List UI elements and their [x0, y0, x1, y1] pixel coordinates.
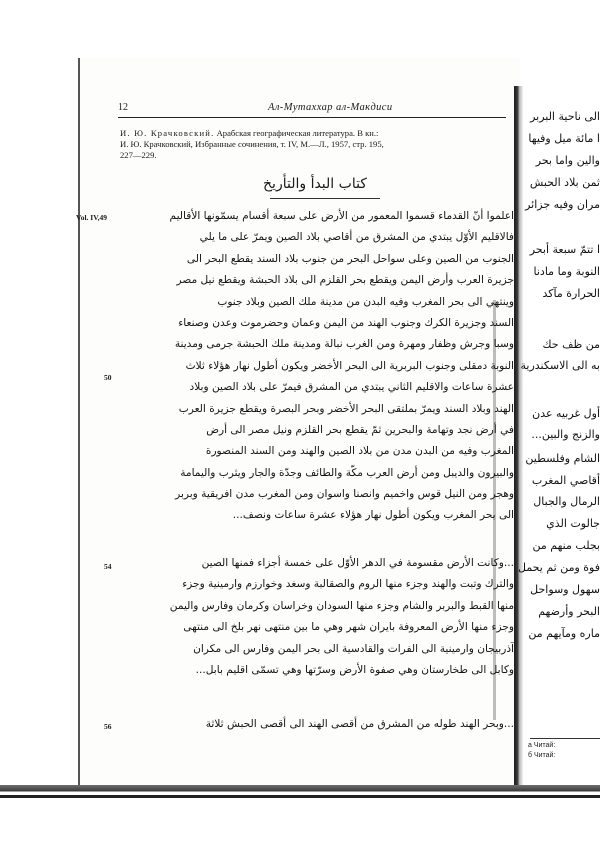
arabic-book-title: كتاب البدأ والتأريخ — [263, 176, 367, 192]
adjacent-line: سهول وسواحل — [530, 583, 600, 596]
adjacent-line: من ظف حك — [542, 338, 600, 351]
bibliographic-reference — [120, 128, 516, 162]
adjacent-line: فوة ومن ثم يحمل — [517, 561, 600, 574]
arabic-paragraph-3 — [106, 714, 514, 735]
adjacent-line: والين واما بحر — [535, 154, 600, 167]
line-number-54: 54 — [104, 562, 112, 571]
text-line: وهجر ومن النيل قوس واخميم وانصنا واسوان ومن المغرب مدن افريقية وبربر — [175, 488, 514, 501]
adjacent-line: ا تتمّ سبعة أبحر — [529, 243, 600, 256]
reference-author: И. Ю. Крачковский. — [120, 128, 215, 138]
line-number-50: 50 — [104, 373, 112, 382]
adjacent-line: النوبة وما مادنا — [533, 265, 600, 278]
footnote-rule — [530, 738, 600, 739]
text-line: وسبا وجرش وظفار ومهرة ومن الغرب نبالة ومدينة ملك الحبشة جرمى ومدينة — [174, 338, 514, 351]
adjacent-line: مران وفيه جزائر — [525, 198, 600, 211]
title-underline — [270, 198, 380, 199]
adjacent-line: جالوت الذي — [546, 517, 600, 530]
text-line: وكابل الى طخارستان وهي صفوة الأرض وسرّتها وهي تسمّى اقليم بابل... — [195, 663, 514, 676]
text-line: والبيرون والديبل ومن أرض العرب مكّة والطائف وجدّة والجار ويثرب واليمامة — [180, 466, 514, 479]
text-line: المغرب وفيه من البدن مدن من بلاد الصين والهند ومن السند المنصورة — [205, 445, 514, 458]
adjacent-line: أول غربيه عدن — [532, 407, 600, 420]
text-line: النوبة دمقلى وجنوب البربرية الى البحر الأخضر ويكون أطول نهار هؤلاء ثلاث — [185, 359, 514, 372]
arabic-paragraph-2 — [106, 553, 514, 681]
adjacent-line: والزنج والبين... — [531, 428, 600, 441]
adjacent-line: ا مائة ميل وفيها — [528, 132, 600, 145]
adjacent-line: الى ناحية البربر — [530, 110, 600, 123]
adjacent-line: ماره ومآيهم من — [528, 627, 600, 640]
line-number-56: 56 — [104, 722, 112, 731]
volume-reference: Vol. IV,49 — [76, 213, 108, 222]
book-spine-shadow — [514, 86, 523, 786]
text-line: السند وجزيرة الكرك وجنوب الهند من اليمن وعمان وحضرموت وعدن وصنعاء — [178, 316, 514, 329]
text-line: في أرض نجد وتهامة والبحرين ثمّ يقطع بحر القلزم ونيل مصر الى أرض — [206, 423, 514, 436]
text-line: عشرة ساعات والاقليم الثاني يبتدي من المشرق فيمرّ على بلاد الصين وبلاد — [189, 381, 514, 394]
text-line: الى بحر المغرب ويكون أطول نهار هؤلاء عشرة ساعات ونصف... — [232, 509, 514, 522]
header-rule — [118, 117, 506, 118]
reference-title: Арабская географическая литература. В кн.: — [216, 128, 379, 138]
reference-line-3: 227—229. — [120, 150, 157, 161]
arabic-paragraph-1 — [106, 206, 514, 527]
text-line: آذربيجان وارمينية الى الفرات والقادسية الى بحر اليمن وفارس الى مكران — [193, 642, 514, 655]
adjacent-line: الشام وفلسطين — [525, 452, 600, 465]
page-header — [118, 102, 518, 120]
adjacent-line: الحرارة مآكد — [542, 287, 600, 300]
text-line: والترك وتبت والهند وجزء منها الروم والصقالبة وسغد وخوارزم وارمينية وجزء — [182, 578, 514, 591]
adjacent-line: الرمال والجبال — [533, 495, 600, 508]
text-line: اعلموا أنّ القدماء قسموا المعمور من الأرض على سبعة أقسام يسمّونها الأقاليم — [169, 210, 514, 222]
text-line: الهند وبلاد السند ويمرّ بملتقى البحر الأخضر وبحر البصرة ويقطع جزيرة العرب — [178, 402, 514, 415]
text-line: فالاقليم الأوّل يبتدي من المشرق من أقاصي بلاد الصين ويمرّ على ما يلي — [199, 231, 514, 244]
page-number: 12 — [118, 102, 128, 113]
reference-line-1 — [120, 128, 516, 139]
text-line: جزيرة العرب وأرض اليمن ويقطع بحر القلزم الى بلاد الحبشة ويقطع نيل مصر — [176, 274, 514, 287]
adjacent-line: به الى الاسكندرية — [520, 359, 600, 372]
page-bottom-edge — [0, 795, 600, 798]
page-left-edge — [78, 58, 80, 800]
adjacent-line: ثمن بلاد الحبش — [529, 176, 600, 189]
blank-top-area — [0, 0, 600, 55]
adjacent-line: البحر وأرضهم — [538, 605, 600, 618]
reference-line-2: И. Ю. Крачковский, Избранные сочинения, т. IV, М.—Л., 1957, стр. 195, — [120, 139, 384, 150]
adjacent-footnote: а Читай: — [528, 742, 556, 749]
running-head: Ал-Мутаххар ал-Макдиси — [268, 102, 393, 113]
adjacent-line: أقاصي المغرب — [531, 474, 600, 487]
text-line: منها القبط والبربر والشام وجزء منها السودان وخراسان وكرمان وفارس واليمن — [169, 599, 514, 612]
text-line: وينتهي الى بحر المغرب وفيه البدن من مدينة ملك الصين وبلاد جنوب — [217, 295, 514, 308]
text-line: وجزء منها الأرض المعروفة بايران شهر وهي ما بين منتهى نهر بلخ الى منتهى — [183, 621, 514, 634]
text-line: ...وبحر الهند طوله من المشرق من أقصى الهند الى أقصى الحبش ثلاثة — [205, 718, 514, 730]
adjacent-line: بجلب منهم من — [532, 539, 600, 552]
adjacent-footnote: б Читай: — [528, 752, 556, 759]
text-line: الجنوب من الصين وعلى سواحل البحر من جنوب بلاد السند يقطع البحر الى — [186, 252, 514, 265]
text-line: ...وكانت الأرض مقسومة في الدهر الأوّل على خمسة أجزاء فمنها الصين — [201, 557, 514, 569]
